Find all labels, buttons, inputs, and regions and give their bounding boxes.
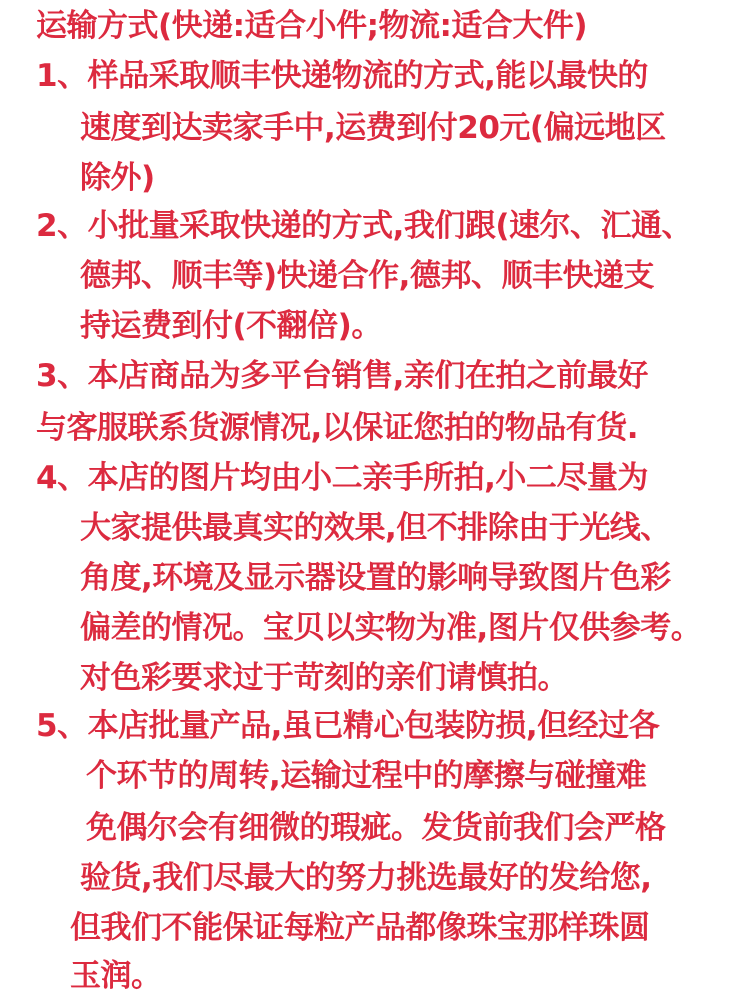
notice-line: 大家提供最真实的效果,但不排除由于光线、 [80, 510, 671, 546]
notice-line: 免偶尔会有细微的瑕疵。发货前我们会严格 [86, 810, 666, 846]
notice-line: 除外) [80, 160, 155, 196]
notice-line: 5、本店批量产品,虽已精心包装防损,但经过各 [36, 708, 660, 744]
notice-line: 1、样品采取顺丰快递物流的方式,能以最快的 [36, 58, 648, 94]
notice-line: 德邦、顺丰等)快递合作,德邦、顺丰快递支 [80, 258, 654, 294]
notice-line: 但我们不能保证每粒产品都像珠宝那样珠圆 [70, 910, 650, 946]
shipping-method-heading: 运输方式(快递:适合小件;物流:适合大件) [36, 8, 588, 44]
notice-line: 偏差的情况。宝贝以实物为准,图片仅供参考。 [80, 610, 702, 646]
notice-line: 个环节的周转,运输过程中的摩擦与碰撞难 [86, 758, 647, 794]
notice-line: 3、本店商品为多平台销售,亲们在拍之前最好 [36, 358, 648, 394]
notice-line: 2、小批量采取快递的方式,我们跟(速尔、汇通、 [36, 208, 693, 244]
notice-line: 持运费到付(不翻倍)。 [80, 308, 382, 344]
notice-line: 4、本店的图片均由小二亲手所拍,小二尽量为 [36, 460, 648, 496]
notice-line: 速度到达卖家手中,运费到付20元(偏远地区 [80, 110, 666, 146]
notice-line: 验货,我们尽最大的努力挑选最好的发给您, [80, 860, 652, 896]
notice-line: 对色彩要求过于苛刻的亲们请慎拍。 [80, 660, 568, 696]
notice-line: 玉润。 [70, 958, 162, 994]
notice-line: 角度,环境及显示器设置的影响导致图片色彩 [80, 560, 671, 596]
notice-line: 与客服联系货源情况,以保证您拍的物品有货. [36, 410, 639, 446]
